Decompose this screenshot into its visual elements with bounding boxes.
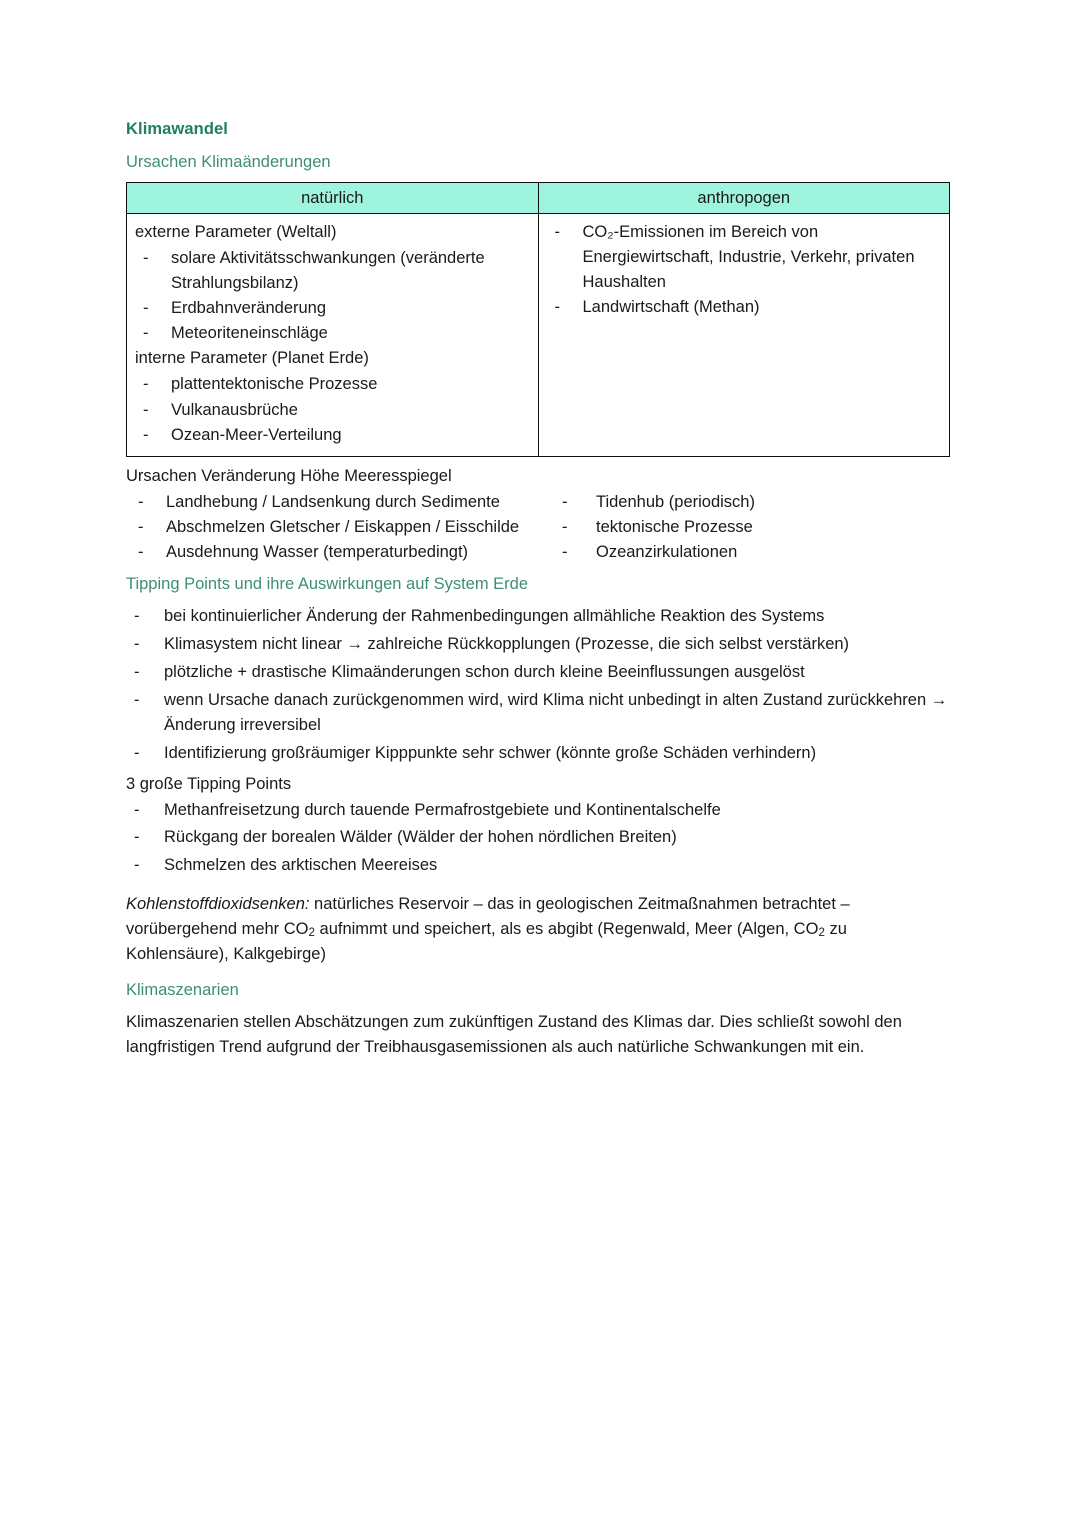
page-title: Klimawandel xyxy=(126,120,228,138)
tipping-points-list xyxy=(126,604,954,766)
causes-comparison-table xyxy=(126,182,950,457)
carbon-sinks-term: Kohlenstoffdioxidsenken: xyxy=(126,894,310,913)
list-item: - Methanfreisetzung durch tauende Permafrostgebiete und Kontinentalschelfe xyxy=(126,798,954,823)
carbon-sinks-definition xyxy=(126,892,954,967)
natural-group1-list xyxy=(135,246,530,346)
table-cell-natural xyxy=(127,214,539,457)
section-heading-sea-level: Ursachen Veränderung Höhe Meeresspiegel xyxy=(126,466,452,485)
section-heading-scenarios: Klimaszenarien xyxy=(126,980,239,999)
carbon-sinks-text-1: natürliches Reservoir – das in geologischen Zeitmaßnahmen betrachtet – vorübergehend mehr CO xyxy=(126,894,850,938)
list-item: - Ausdehnung Wasser (temperaturbedingt) xyxy=(126,540,544,565)
anthropogenic-list xyxy=(547,220,942,320)
list-item: - Tidenhub (periodisch) xyxy=(544,490,944,515)
list-item: - plattentektonische Prozesse xyxy=(135,372,530,397)
natural-group2-label: interne Parameter (Planet Erde) xyxy=(135,349,369,368)
table-header-natural: natürlich xyxy=(127,183,539,214)
carbon-sinks-text-2: aufnimmt und speichert, als es abgibt (Regenwald, Meer (Algen, CO xyxy=(314,919,819,938)
list-item: - Landwirtschaft (Methan) xyxy=(547,295,942,320)
table-header-row xyxy=(127,183,950,214)
sea-level-left-list xyxy=(126,490,544,565)
list-item: - Ozeanzirkulationen xyxy=(544,540,944,565)
sea-level-right-column xyxy=(544,490,944,565)
list-item: - plötzliche + drastische Klimaänderungen schon durch kleine Beeinflussungen ausgelöst xyxy=(126,660,954,685)
natural-group2-list xyxy=(135,372,530,447)
sea-level-two-column-list xyxy=(126,490,954,565)
list-item: - Ozean-Meer-Verteilung xyxy=(135,423,530,448)
list-item: - Meteoriteneinschläge xyxy=(135,321,530,346)
sea-level-left-column xyxy=(126,490,544,565)
list-item: - wenn Ursache danach zurückgenommen wird, wird Klima nicht unbedingt in alten Zustand zurückkehren → Änderung irreversibel xyxy=(126,688,954,738)
section-heading-causes: Ursachen Klimaänderungen xyxy=(126,153,331,171)
table-cell-anthropogenic xyxy=(538,214,950,457)
three-tipping-points-list xyxy=(126,798,954,877)
table-header-anthropogenic: anthropogen xyxy=(538,183,950,214)
cell-filler xyxy=(547,320,942,424)
list-item: - tektonische Prozesse xyxy=(544,515,944,540)
subscript-two-first: 2 xyxy=(308,927,315,940)
list-item: - solare Aktivitätsschwankungen (veränderte Strahlungsbilanz) xyxy=(135,246,530,296)
list-item: - Vulkanausbrüche xyxy=(135,398,530,423)
document-body xyxy=(126,120,954,1060)
natural-group1-label: externe Parameter (Weltall) xyxy=(135,223,337,241)
section-heading-three-tipping-points: 3 große Tipping Points xyxy=(126,775,292,794)
list-item: - bei kontinuierlicher Änderung der Rahmenbedingungen allmähliche Reaktion des Systems xyxy=(126,604,954,629)
list-item: - CO₂-Emissionen im Bereich von Energiewirtschaft, Industrie, Verkehr, privaten Haushalten xyxy=(547,220,942,295)
list-item: - Schmelzen des arktischen Meereises xyxy=(126,853,954,878)
scenarios-paragraph: Klimaszenarien stellen Abschätzungen zum zukünftigen Zustand des Klimas dar. Dies schließt sowohl den langfristigen Trend aufgrund der Treibhausgasemissionen als auch natürliche Schwankungen mit ein. xyxy=(126,1012,902,1056)
list-item: - Klimasystem nicht linear → zahlreiche Rückkopplungen (Prozesse, die sich selbst verstärken) xyxy=(126,632,954,657)
list-item: - Abschmelzen Gletscher / Eiskappen / Eisschilde xyxy=(126,515,544,540)
table-row xyxy=(127,214,950,457)
list-item: - Identifizierung großräumiger Kipppunkte sehr schwer (könnte große Schäden verhindern) xyxy=(126,741,954,766)
carbon-sinks-text-3: zu Kohlensäure), Kalkgebirge) xyxy=(126,919,847,963)
section-heading-tipping-points: Tipping Points und ihre Auswirkungen auf System Erde xyxy=(126,574,529,593)
list-item: - Landhebung / Landsenkung durch Sedimente xyxy=(126,490,544,515)
list-item: - Rückgang der borealen Wälder (Wälder der hohen nördlichen Breiten) xyxy=(126,825,954,850)
list-item: - Erdbahnveränderung xyxy=(135,296,530,321)
subscript-two-second: 2 xyxy=(818,927,825,940)
sea-level-right-list xyxy=(544,490,944,565)
